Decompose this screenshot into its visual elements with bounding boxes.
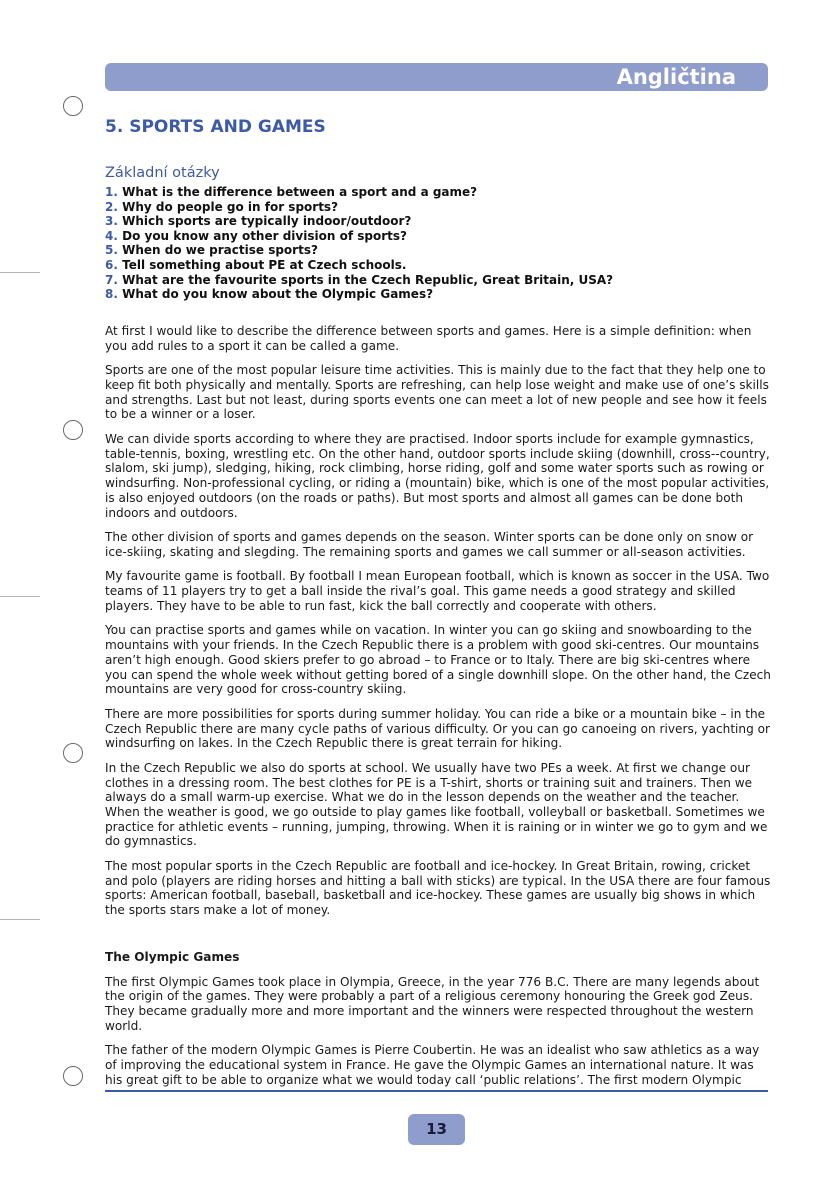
question-text: Why do people go in for sports? [122, 199, 339, 214]
question-item [105, 229, 613, 244]
paragraph: We can divide sports according to where they are practised. Indoor sports include for example gymnastics, table-tennis, boxing, wrestling etc. On the other hand, outdoor sports include skiing (downhill, cross--country, slalom, ski jump), sledging, hiking, rock climbing, horse riding, golf and some water sports such as rowing or windsurfing. Non-professional cycling, or riding a (mountain) bike, which is one of the most popular activities, is also enjoyed outdoors (on the roads or paths). But most sports and almost all games can be done both indoors and outdoors. [105, 432, 770, 520]
question-number: 3. [105, 214, 118, 229]
paragraph: The most popular sports in the Czech Republic are football and ice-hockey. In Great Britain, rowing, cricket and polo (players are riding horses and hitting a ball with sticks) are typical. In the USA there are four famous sports: American football, baseball, basketball and ice-hockey. These games are usually big shows in which the sports stars make a lot of money. [105, 858, 771, 918]
paragraph: At first I would like to describe the difference between sports and games. Here is a simple definition: when you add rules to a sport it can be called a game. [105, 324, 752, 353]
page-number: 13 [408, 1114, 465, 1145]
section-title: 5. SPORTS AND GAMES [105, 117, 326, 137]
edge-mark [0, 272, 40, 273]
header-bar [105, 63, 768, 91]
question-number: 8. [105, 287, 118, 302]
question-item [105, 214, 613, 229]
question-number: 1. [105, 185, 118, 199]
question-item [105, 258, 613, 273]
question-number: 5. [105, 243, 118, 258]
binder-hole [63, 96, 83, 116]
question-number: 6. [105, 257, 118, 272]
question-text: When do we practise sports? [122, 243, 318, 258]
paragraph: The first Olympic Games took place in Olympia, Greece, in the year 776 B.C. There are many legends about the origin of the games. They were probably a part of a religious ceremony honouring the Greek god Zeus. They became gradually more and more important and the winners were respected throughout the western world. [105, 974, 760, 1033]
question-text: What is the difference between a sport and a game? [122, 185, 478, 199]
footer-rule [105, 1090, 768, 1092]
paragraph: Sports are one of the most popular leisure time activities. This is mainly due to the fact that they help one to keep fit both physically and mentally. Sports are refreshing, can help lose weight and make use of one’s skills and strengths. Last but not least, during sports events one can meet a lot of new people and see how it feels to be a winner or a loser. [105, 363, 769, 422]
question-item [105, 185, 613, 200]
question-item [105, 243, 613, 258]
question-number: 2. [105, 199, 118, 214]
paragraph: There are more possibilities for sports during summer holiday. You can ride a bike or a mountain bike – in the Czech Republic there are many cycle paths of various difficulty. Or you can go canoeing on rivers, yachting or windsurfing on lakes. In the Czech Republic there is great terrain for hiking. [105, 706, 770, 751]
question-text: What are the favourite sports in the Czech Republic, Great Britain, USA? [122, 272, 614, 287]
olympic-section [105, 950, 773, 1097]
question-text: Tell something about PE at Czech schools. [122, 257, 407, 272]
question-number: 7. [105, 272, 118, 287]
question-item [105, 287, 613, 302]
paragraph: My favourite game is football. By football I mean European football, which is known as soccer in the USA. Two teams of 11 players try to get a ball inside the rival’s goal. This game needs a good strategy and skilled players. They have to be able to run fast, kick the ball correctly and cooperate with others. [105, 569, 770, 613]
paragraph: In the Czech Republic we also do sports at school. We usually have two PEs a week. At first we change our clothes in a dressing room. The best clothes for PE is a T-shirt, shorts or training suit and trainers. Then we always do a small warm-up exercise. What we do in the lesson depends on the weather and the teacher. When the weather is good, we go outside to play games like football, volleyball or basketball. Sometimes we practice for athletic events – running, jumping, throwing. When it is raining or in winter we go to gym and we do gymnastics. [105, 760, 768, 849]
binder-hole [63, 420, 83, 440]
edge-mark [0, 596, 40, 597]
paragraph: The father of the modern Olympic Games is Pierre Coubertin. He was an idealist who saw athletics as a way of improving the educational system in France. He gave the Olympic Games an international nature. It was his great gift to be able to organize what we would today call ‘public relations’. The first modern Olympic [105, 1043, 760, 1087]
question-number: 4. [105, 228, 118, 243]
question-text: Which sports are typically indoor/outdoor? [122, 214, 412, 229]
edge-mark [0, 919, 40, 920]
paragraph: The other division of sports and games depends on the season. Winter sports can be done only on snow or ice-skiing, skating and slegding. The remaining sports and games we call summer or all-season activities. [105, 530, 754, 559]
olympic-heading: The Olympic Games [105, 950, 240, 964]
subject-title: Angličtina [616, 65, 736, 89]
questions-list [105, 185, 613, 302]
body-text [105, 324, 773, 928]
questions-heading: Základní otázky [105, 165, 220, 181]
binder-hole [63, 1066, 83, 1086]
paragraph: You can practise sports and games while on vacation. In winter you can go skiing and snowboarding to the mountains with your friends. In the Czech Republic there is a problem with good ski-centres. Our mountains aren’t high enough. Good skiers prefer to go abroad – to France or to Italy. There are big ski-centres where you can spend the whole week without getting bored of a single downhill slope. On the other hand, the Czech mountains are very good for cross-country skiing. [105, 623, 771, 697]
question-item [105, 273, 613, 288]
question-text: What do you know about the Olympic Games? [122, 287, 434, 302]
question-item [105, 200, 613, 215]
binder-hole [63, 743, 83, 763]
question-text: Do you know any other division of sports? [122, 228, 407, 243]
